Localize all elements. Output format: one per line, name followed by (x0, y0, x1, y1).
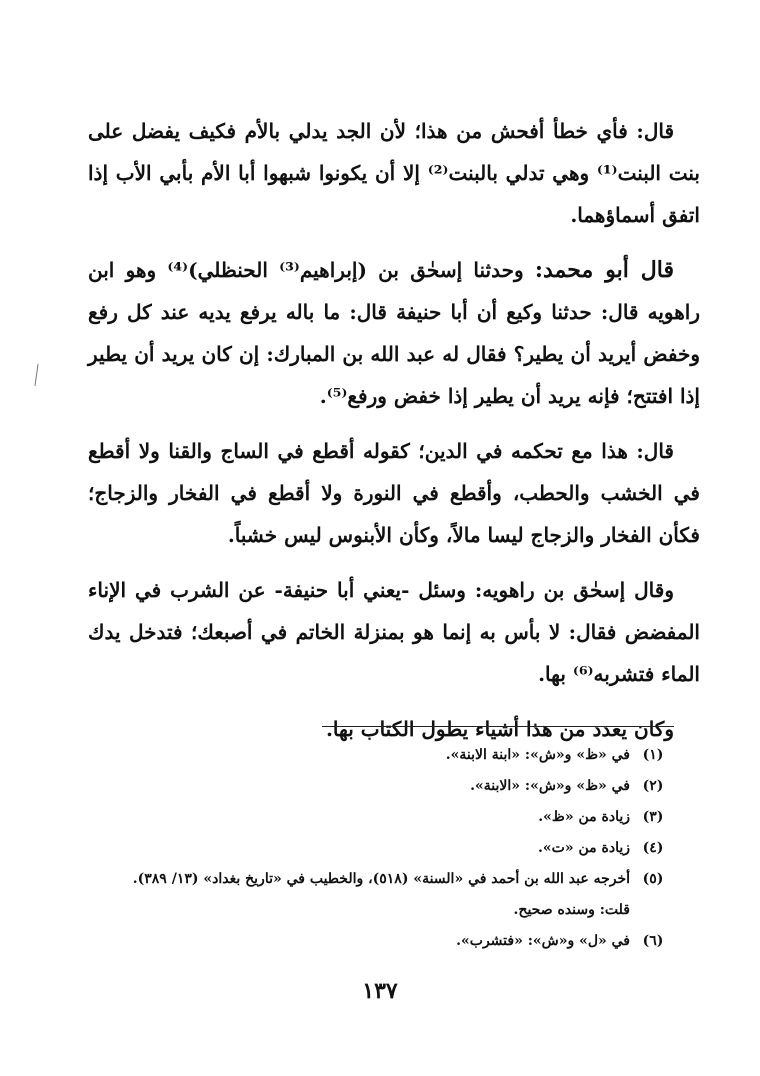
paragraph-4 (88, 569, 700, 695)
footnote-2 (100, 771, 676, 802)
footnote-text: في «ظ» و«ش»: «ابنة الابنة». (445, 747, 630, 763)
footnote-6 (100, 926, 676, 957)
footnote-number: (١) (642, 747, 664, 763)
footnote-number: (٣) (642, 809, 664, 825)
footnote-text: زيادة من «ظ». (538, 809, 630, 825)
paragraph-text: وقال إسحٰق بن راهويه: وسئل -يعني أبا حنيفة- عن الشرب في الإناء المفضض فقال: لا بأس به إنما هو بمنزلة الخاتم في أصبعك؛ فتدخل يدك الماء فتشربه⁽⁶⁾ بها. (88, 578, 700, 686)
paragraph-text: قال: هذا مع تحكمه في الدين؛ كقوله أقطع في الساج والقنا ولا أقطع في الخشب والحطب، وأقطع في النورة ولا أقطع في الفخار والزجاج؛ فكأن الفخار والزجاج ليسا مالاً، وكأن الأبنوس ليس خشباً. (88, 439, 700, 547)
footnote-text: زيادة من «ت». (538, 840, 630, 856)
footnotes (100, 740, 676, 957)
footnote-5 (100, 864, 676, 895)
footnote-text: أخرجه عبد الله بن أحمد في «السنة» (٥١٨)، والخطيب في «تاريخ بغداد» (١٣/ ٣٨٩). (132, 871, 630, 887)
main-text (88, 110, 700, 763)
footnote-number: (٢) (642, 778, 664, 794)
scan-mark (34, 364, 38, 386)
footnote-number: (٦) (642, 933, 664, 949)
footnote-number: (٤) (642, 840, 664, 856)
footnote-text: في «ل» و«ش»: «فتشرب». (456, 933, 630, 949)
footnote-3 (100, 802, 676, 833)
paragraph-3 (88, 430, 700, 556)
paragraph-text: وحدثنا إسحٰق بن (إبراهيم⁽³⁾ الحنظلي)⁽⁴⁾ وهو ابن راهويه قال: حدثنا وكيع أن أبا حنيفة قال: ما باله يرفع يديه عند كل رفع وخفض أيريد أن يطير؟ فقال له عبد الله بن المبارك: إن كان يريد أن يطير إذا افتتح؛ فإنه يريد أن يطير إذا خفض ورفع⁽⁵⁾. (88, 258, 700, 408)
paragraph-1 (88, 110, 700, 236)
paragraph-text: وكان يعدد من هذا أشياء يطول الكتاب بها. (325, 717, 674, 741)
paragraph-2 (88, 249, 700, 417)
footnote-divider (322, 726, 674, 727)
footnote-4 (100, 833, 676, 864)
page-number: ١٣٧ (362, 978, 398, 1004)
footnote-1 (100, 740, 676, 771)
footnote-text: في «ظ» و«ش»: «الابنة». (470, 778, 630, 794)
footnote-number: (٥) (642, 871, 664, 887)
paragraph-text: قال: فأي خطأ أفحش من هذا؛ لأن الجد يدلي بالأم فكيف يفضل على بنت البنت⁽¹⁾ وهي تدلي بالبنت⁽²⁾ إلا أن يكونوا شبهوا أبا الأم بأبي الأب إذا اتفق أسماؤهما. (88, 119, 700, 227)
speaker-label: قال أبو محمد: (534, 257, 674, 283)
footnote-5-comment: قلت: وسنده صحيح. (513, 902, 630, 918)
